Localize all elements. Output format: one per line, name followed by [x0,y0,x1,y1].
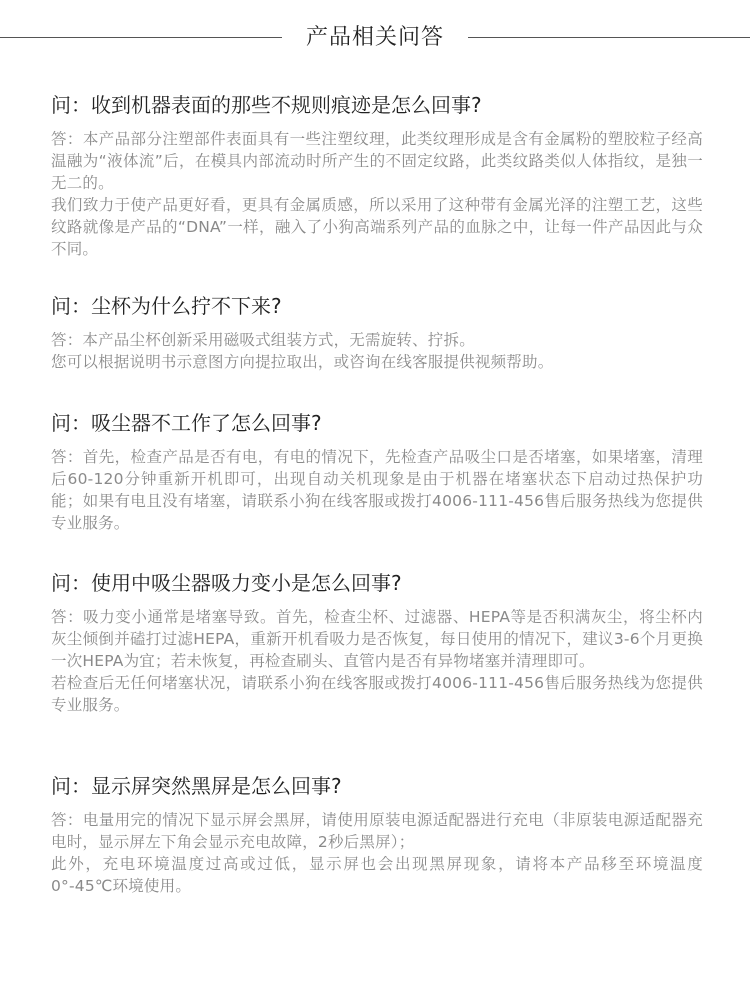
header-right-divider [468,37,750,38]
answer-paragraph: 若检查后无任何堵塞状况，请联系小狗在线客服或拨打4006-111-456售后服务热线为您提供专业服务。 [51,674,703,714]
faq-answer [51,446,703,534]
faq-item [51,409,703,534]
answer-paragraph: 您可以根据说明书示意图方向提拉取出，或咨询在线客服提供视频帮助。 [51,353,554,371]
faq-item [51,569,703,716]
faq-question: 问：收到机器表面的那些不规则痕迹是怎么回事? [51,93,482,117]
answer-paragraph: 答：本产品部分注塑部件表面具有一些注塑纹理，此类纹理形成是含有金属粉的塑胶粒子经高温融为“液体流”后，在模具内部流动时所产生的不固定纹路，此类纹路类似人体指纹，是独一无二的。 [51,130,703,192]
page-header [0,18,750,58]
answer-paragraph: 答：电量用完的情况下显示屏会黑屏，请使用原装电源适配器进行充电（非原装电源适配器充电时，显示屏左下角会显示充电故障，2秒后黑屏）； [51,811,703,851]
faq-answer [51,329,703,373]
answer-paragraph: 我们致力于使产品更好看，更具有金属质感，所以采用了这种带有金属光泽的注塑工艺，这些纹路就像是产品的“DNA”一样，融入了小狗高端系列产品的血脉之中，让每一件产品因此与众不同。 [51,196,703,258]
faq-item [51,91,703,260]
faq-question: 问：使用中吸尘器吸力变小是怎么回事? [51,571,402,595]
faq-item [51,772,703,897]
answer-paragraph: 答：吸力变小通常是堵塞导致。首先，检查尘杯、过滤器、HEPA等是否积满灰尘，将尘杯内灰尘倾倒并磕打过滤HEPA，重新开机看吸力是否恢复，每日使用的情况下，建议3-6个月更换一次HEPA为宜；若未恢复，再检查刷头、直管内是否有异物堵塞并清理即可。 [51,608,703,670]
faq-answer [51,128,703,260]
faq-question: 问：显示屏突然黑屏是怎么回事? [51,774,342,798]
header-left-divider [0,37,282,38]
page-title: 产品相关问答 [305,25,444,50]
faq-question: 问：尘杯为什么拧不下来? [51,294,282,318]
answer-paragraph: 答：本产品尘杯创新采用磁吸式组装方式，无需旋转、拧拆。 [51,331,475,349]
faq-item [51,292,703,373]
answer-paragraph: 此外，充电环境温度过高或过低，显示屏也会出现黑屏现象，请将本产品移至环境温度0°-45℃环境使用。 [51,855,703,895]
faq-question: 问：吸尘器不工作了怎么回事? [51,411,322,435]
faq-answer [51,606,703,716]
answer-paragraph: 答：首先，检查产品是否有电，有电的情况下，先检查产品吸尘口是否堵塞，如果堵塞，清理后60-120分钟重新开机即可，出现自动关机现象是由于机器在堵塞状态下启动过热保护功能；如果有电且没有堵塞，请联系小狗在线客服或拨打4006-111-456售后服务热线为您提供专业服务。 [51,448,703,532]
faq-answer [51,809,703,897]
